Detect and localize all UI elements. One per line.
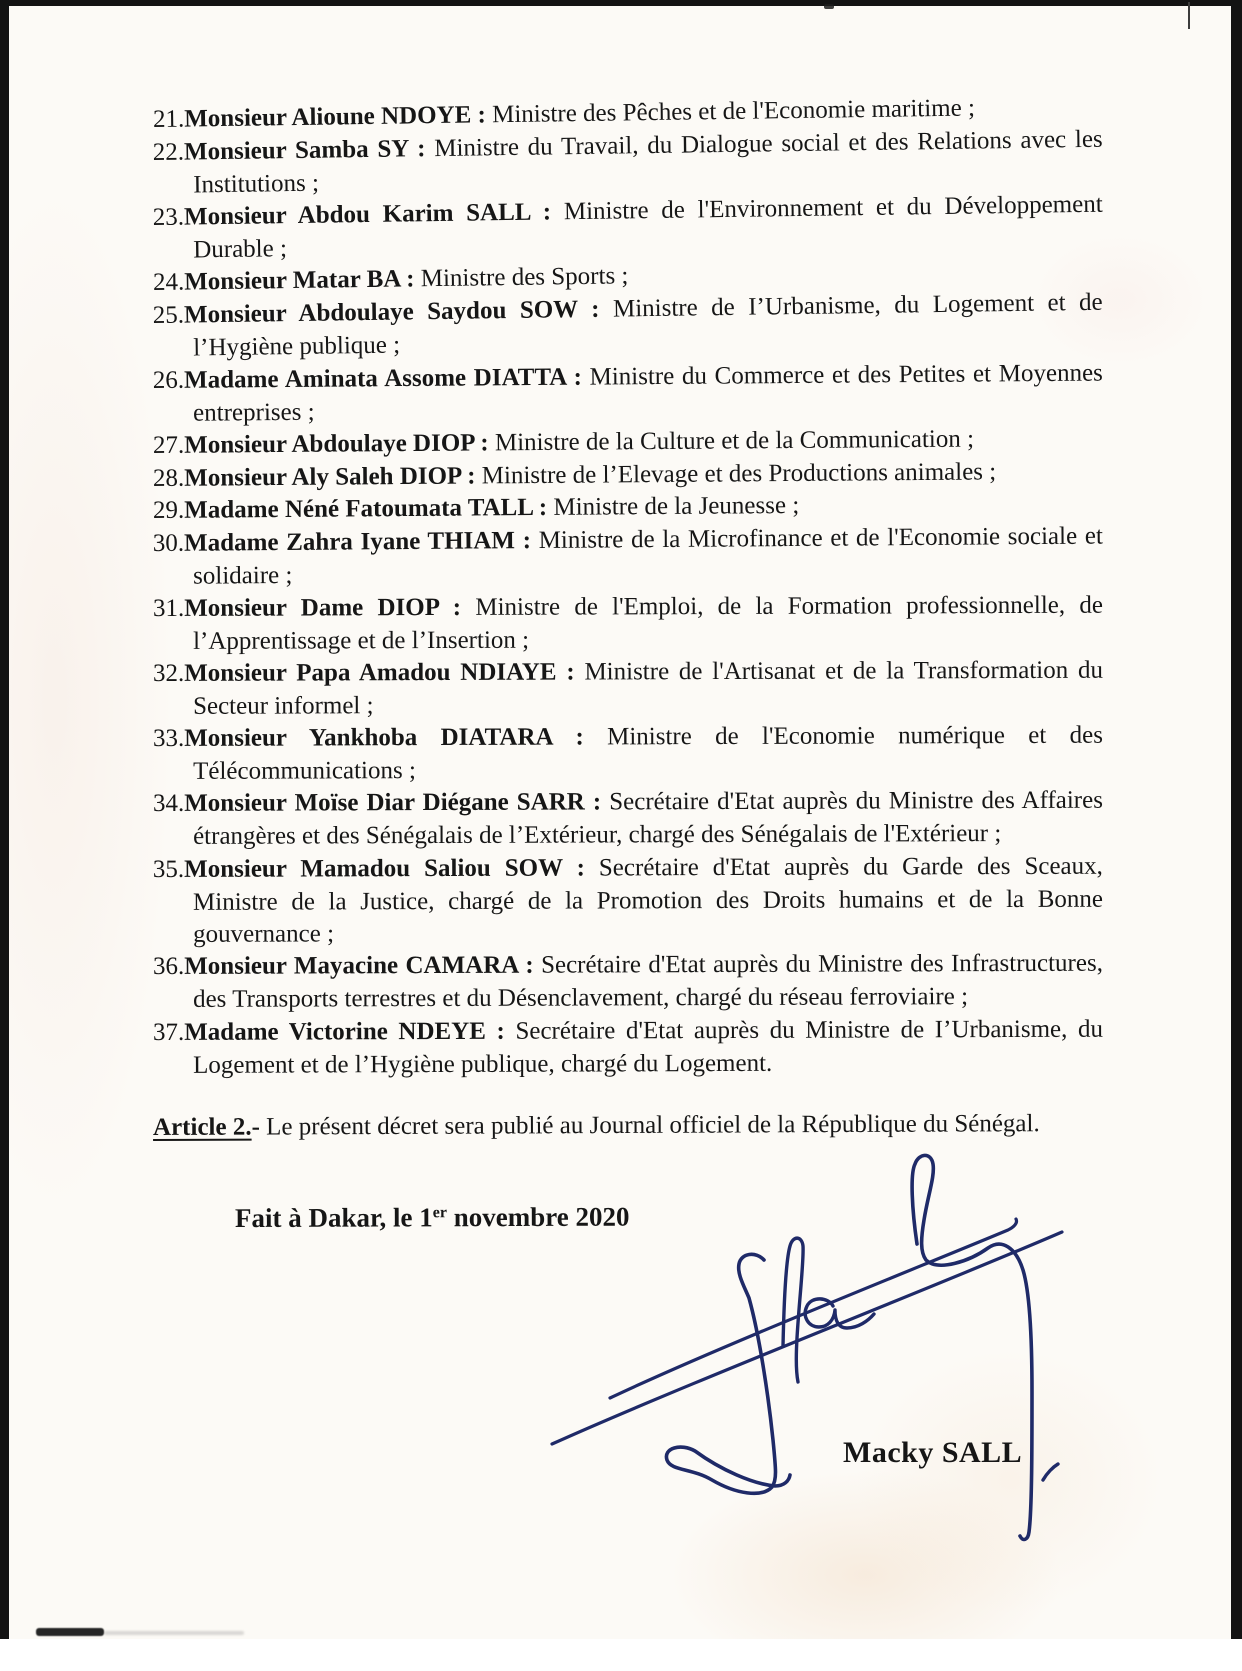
item-name: Monsieur Mayacine CAMARA : — [184, 952, 534, 981]
signature-stroke — [1043, 1464, 1058, 1480]
item-number: 28. — [152, 464, 185, 492]
signature-stroke — [610, 1219, 1017, 1398]
list-item — [153, 720, 1103, 789]
item-role: Ministre des Pêches et de l'Economie maritime ; — [491, 94, 976, 129]
item-name: Monsieur Aly Saleh DIOP : — [184, 461, 476, 492]
list-item — [153, 850, 1103, 951]
item-number: 34. — [152, 790, 185, 818]
scan-bottom-whitespace — [0, 1639, 1242, 1671]
item-name: Madame Aminata Assome DIATTA : — [184, 363, 583, 394]
item-number: 31. — [152, 594, 185, 622]
date-ordinal-sup: er — [432, 1204, 447, 1222]
item-number: 27. — [152, 431, 185, 459]
article-2-label: Article 2. — [152, 1113, 252, 1141]
item-name: Monsieur Abdoulaye DIOP : — [184, 429, 489, 459]
item-name: Monsieur Yankhoba DIATARA : — [184, 723, 584, 753]
item-role: Ministre de I’Urbanisme, du Logement et de l’Hygiène publique ; — [193, 288, 1103, 361]
list-item — [153, 785, 1103, 854]
item-name: Monsieur Samba SY : — [183, 134, 426, 166]
item-role: Ministre de l'Artisanat et de la Transformation du Secteur informel ; — [193, 656, 1103, 720]
date-suffix: novembre 2020 — [446, 1201, 630, 1233]
item-role: Ministre de la Microfinance et de l'Economie sociale et solidaire ; — [193, 522, 1103, 589]
scan-smudge-tail — [104, 1631, 244, 1635]
item-number: 29. — [152, 496, 185, 525]
item-role: Secrétaire d'Etat auprès du Ministre de I’Urbanisme, du Logement et de l’Hygiène publique, chargé du Logement. — [193, 1015, 1104, 1079]
scan-speck — [824, 4, 834, 9]
signature-stroke — [666, 1254, 790, 1493]
list-item — [153, 1013, 1103, 1082]
item-role: Secrétaire d'Etat auprès du Garde des Sceaux, Ministre de la Justice, chargé de la Promotion des Droits humains et de la Bonne gouvernance ; — [192, 852, 1104, 948]
item-name: Monsieur Mamadou Saliou SOW : — [184, 854, 585, 883]
item-role: Ministre de l’Elevage et des Productions animales ; — [481, 457, 997, 489]
ministers-list — [152, 94, 1104, 1082]
article-2-text: Le présent décret sera publié au Journal officiel de la République du Sénégal. — [259, 1110, 1040, 1141]
item-number: 23. — [152, 203, 185, 231]
item-name: Monsieur Alioune NDOYE : — [184, 101, 487, 133]
item-number: 26. — [152, 366, 185, 394]
list-item — [153, 520, 1103, 593]
item-name: Monsieur Papa Amadou NDIAYE : — [184, 658, 575, 687]
signature — [540, 1080, 1110, 1560]
item-role: Ministre des Sports ; — [420, 262, 629, 293]
item-role: Ministre de la Culture et de la Communication ; — [494, 425, 975, 457]
item-number: 22. — [152, 138, 185, 166]
signature-stroke — [552, 1232, 1062, 1444]
list-item — [153, 357, 1103, 430]
item-number: 35. — [152, 855, 185, 883]
list-item — [153, 948, 1103, 1017]
item-number: 30. — [152, 529, 185, 557]
item-role: Ministre de l'Emploi, de la Formation professionnelle, de l’Apprentissage et de l’Insertion ; — [193, 591, 1103, 655]
item-name: Monsieur Abdoulaye Saydou SOW : — [183, 295, 600, 329]
item-role: Secrétaire d'Etat auprès du Ministre des Infrastructures, des Transports terrestres et du Désenclavement, chargé du réseau ferroviaire ; — [193, 950, 1103, 1013]
item-role: Secrétaire d'Etat auprès du Ministre des Affaires étrangères et des Sénégalais de l’Extérieur, chargé des Sénégalais de l'Extérieur ; — [193, 787, 1103, 850]
scan-edge-top — [0, 0, 1242, 6]
item-name: Madame Victorine NDEYE : — [184, 1017, 505, 1046]
item-name: Monsieur Moïse Diar Diégane SARR : — [184, 788, 602, 818]
signer-name: Macky SALL — [843, 1436, 1023, 1469]
item-number: 32. — [152, 659, 185, 688]
list-item — [153, 286, 1104, 364]
item-number: 25. — [152, 301, 185, 329]
scan-edge-right — [1231, 0, 1242, 1639]
item-name: Madame Néné Fatoumata TALL : — [184, 494, 548, 524]
item-number: 24. — [152, 268, 185, 296]
item-role: Ministre de l'Economie numérique et des Télécommunications ; — [193, 721, 1103, 785]
item-number: 37. — [152, 1018, 185, 1046]
item-number: 21. — [152, 105, 185, 133]
signature-stroke — [783, 1238, 803, 1382]
item-number: 33. — [152, 725, 185, 753]
item-role: Ministre de la Jeunesse ; — [553, 492, 800, 521]
item-name: Monsieur Abdou Karim SALL : — [183, 198, 552, 231]
item-name: Monsieur Dame DIOP : — [184, 593, 462, 622]
ministers-ol — [152, 94, 1104, 1082]
scan-line-artifact — [1188, 2, 1190, 29]
date-prefix: Fait à Dakar, le 1 — [234, 1202, 433, 1233]
item-role: Ministre du Commerce et des Petites et Moyennes entreprises ; — [193, 359, 1103, 427]
list-item — [153, 655, 1103, 724]
signature-stroke — [912, 1155, 1032, 1539]
scan-smudge — [36, 1628, 104, 1636]
item-name: Madame Zahra Iyane THIAM : — [184, 526, 532, 557]
item-role: Ministre de l'Environnement et du Développement Durable ; — [193, 190, 1103, 263]
article-2-dash: - — [251, 1113, 260, 1141]
item-role: Ministre du Travail, du Dialogue social et des Relations avec les Institutions ; — [193, 125, 1103, 198]
list-item — [153, 590, 1103, 659]
item-name: Monsieur Matar BA : — [184, 265, 415, 296]
scan-edge-left — [0, 0, 9, 1642]
item-number: 36. — [152, 953, 185, 981]
